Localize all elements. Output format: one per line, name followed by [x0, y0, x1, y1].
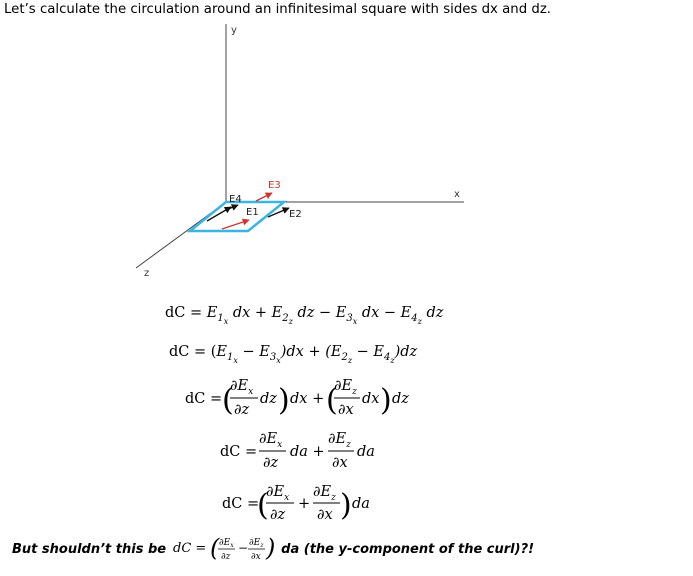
- equation-4: [220, 431, 375, 471]
- svg-text:(: (: [209, 533, 219, 562]
- svg-text:∂x: ∂x: [317, 507, 333, 523]
- y-axis-label: y: [231, 25, 237, 36]
- svg-text:): ): [340, 488, 352, 523]
- svg-text:dC =: dC =: [172, 540, 206, 556]
- svg-text:): ): [278, 383, 290, 418]
- svg-text:∂z: ∂z: [234, 402, 250, 418]
- svg-text:∂Ex: $\partial E_x$: [266, 484, 290, 503]
- e3-label: E3: [268, 180, 281, 191]
- e4-label: E4: [229, 194, 242, 205]
- svg-text:): ): [265, 533, 275, 562]
- svg-text:dC =: dC =: [185, 391, 223, 407]
- svg-text:∂z: ∂z: [263, 455, 279, 471]
- svg-text:(: (: [326, 383, 338, 418]
- svg-text:dC =: dC =: [220, 444, 258, 460]
- equation-2: dC = $(E_{1x} - E_{3x})dx + (E_{2z} - E_{4z})dz$: [169, 344, 418, 365]
- svg-text:∂Ex: $\partial E_x$: [259, 431, 283, 450]
- e1-bottom-arrow: [222, 220, 249, 229]
- question-formula: [173, 533, 275, 565]
- svg-text:∂z: ∂z: [220, 551, 231, 562]
- svg-text:∂x: ∂x: [332, 455, 348, 471]
- svg-text:∂Ex: $\partial E_x$: [230, 378, 254, 397]
- intro-text: Let’s calculate the circulation around an infinitesimal square with sides dx and dz.: [4, 2, 552, 17]
- svg-text:∂Ez: $\partial E_z$: [334, 378, 357, 397]
- question-line: [12, 533, 535, 562]
- svg-text:−: −: [237, 540, 248, 555]
- svg-text:∂Ex: $\partial E_x$: [218, 537, 234, 549]
- svg-text:∂x: ∂x: [250, 551, 261, 562]
- svg-text:+: +: [298, 496, 311, 512]
- svg-text:∂Ez: $\partial E_z$: [313, 484, 336, 503]
- svg-text:): ): [380, 383, 392, 418]
- e1-label: E1: [246, 207, 259, 218]
- svg-text:dx: dx: [362, 391, 380, 407]
- e3-arrow: [256, 193, 272, 201]
- svg-text:da: da: [357, 444, 375, 460]
- equation-1: dC = $E_{1x}$ dx + $E_{2z}$ dz − $E_{3x}$ dx − $E_{4z}$ dz: [165, 305, 444, 326]
- svg-text:da +: da +: [290, 444, 325, 460]
- question-suffix: da (the y-component of the curl)?!: [281, 542, 535, 557]
- equation-3: [185, 378, 409, 418]
- svg-text:(: (: [257, 488, 269, 523]
- z-axis-label: z: [144, 268, 150, 279]
- x-axis-label: x: [454, 189, 460, 200]
- equation-5: [222, 484, 370, 523]
- svg-text:dC =: dC =: [222, 496, 260, 512]
- svg-text:∂Ez: $\partial E_z$: [328, 431, 351, 450]
- svg-text:da: da: [352, 496, 370, 512]
- svg-text:dz: dz: [260, 391, 277, 407]
- svg-text:∂x: ∂x: [338, 402, 354, 418]
- svg-text:(: (: [222, 383, 234, 418]
- svg-text:∂z: ∂z: [270, 507, 286, 523]
- question-prefix: But shouldn’t this be: [12, 542, 167, 557]
- svg-text:dx +: dx +: [290, 391, 325, 407]
- e2-label: E2: [289, 209, 302, 220]
- svg-text:∂Ez: $\partial E_z$: [248, 537, 264, 549]
- svg-text:dz: dz: [392, 391, 409, 407]
